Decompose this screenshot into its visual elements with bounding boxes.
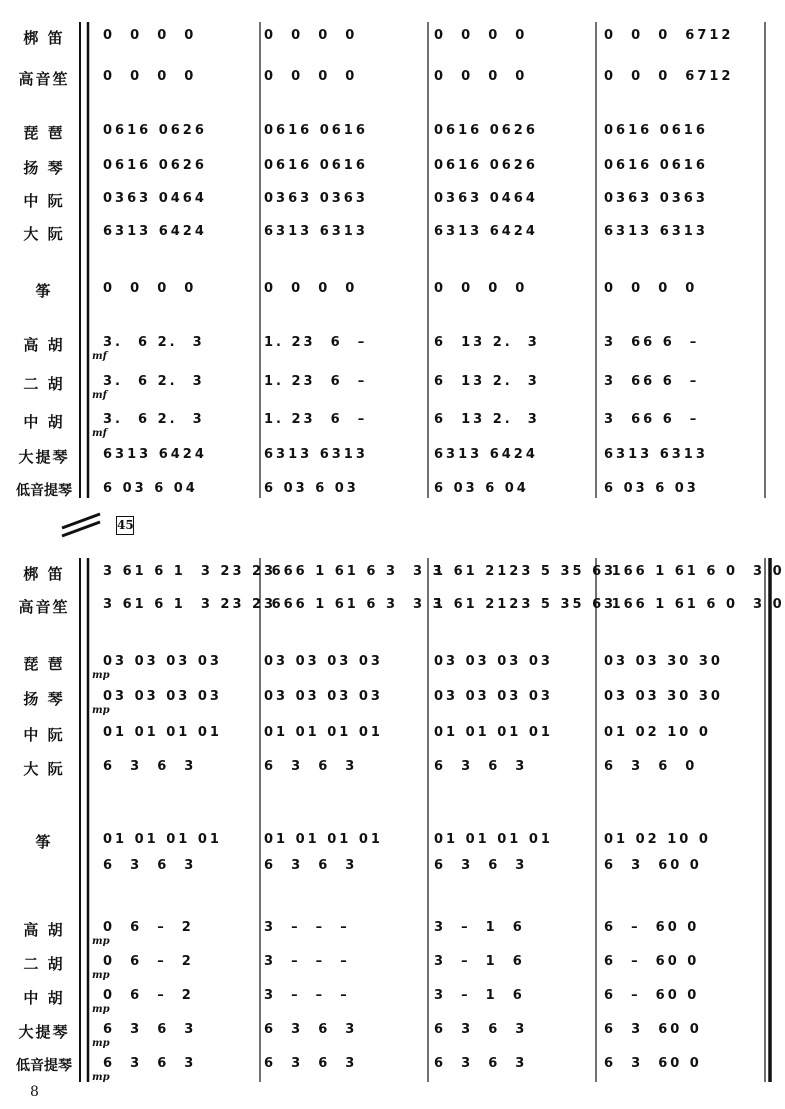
- measure-notes: 3 – – –: [264, 988, 350, 1003]
- dynamic-marking: mp: [92, 1072, 110, 1083]
- instrument-name: 琵 琶: [23, 124, 65, 142]
- measure-notes: 6313 6424: [434, 224, 538, 239]
- measure-notes: 6 3 6 3: [264, 858, 358, 873]
- measure-notes: 0616 0626: [434, 123, 538, 138]
- measure-notes: 01 01 01 01: [103, 725, 222, 740]
- measure-notes: 6 03 6 04: [434, 481, 529, 496]
- measure-notes: 0616 0616: [604, 158, 708, 173]
- instrument-name: 琵 琶: [23, 655, 65, 673]
- measure-notes: 6 3 6 0: [604, 759, 698, 774]
- instrument-name: 低音提琴: [16, 483, 72, 499]
- measure-notes: 0616 0616: [264, 158, 368, 173]
- instrument-name: 梆 笛: [23, 565, 65, 583]
- instrument-name: 低音提琴: [16, 1058, 72, 1074]
- measure-notes: 6 3 6 3: [434, 858, 528, 873]
- measure-notes: 6 13 2. 3: [434, 374, 540, 389]
- instrument-name: 二 胡: [23, 955, 65, 973]
- measure-notes: 01 02 10 0: [604, 725, 711, 740]
- instrument-name: 中 胡: [23, 989, 65, 1007]
- measure-notes: 6 – 60 0: [604, 920, 700, 935]
- measure-notes: 0 0 0 0: [264, 281, 358, 296]
- instrument-name: 二 胡: [23, 375, 65, 393]
- measure-notes: 3 – 1 6: [434, 920, 525, 935]
- instrument-name: 梆 笛: [23, 29, 65, 47]
- instrument-name: 中 阮: [23, 726, 65, 744]
- rehearsal-mark: 45: [116, 516, 134, 535]
- measure-notes: 01 01 01 01: [103, 832, 222, 847]
- measure-notes: 3 – – –: [264, 920, 350, 935]
- measure-notes: 03 03 03 03: [103, 654, 222, 669]
- instrument-name: 高音笙: [18, 70, 70, 88]
- measure-notes: 6 03 6 03: [604, 481, 699, 496]
- measure-notes: 0 6 – 2: [103, 954, 194, 969]
- measure-notes: 6 3 6 3: [103, 759, 197, 774]
- measure-notes: 6313 6424: [103, 224, 207, 239]
- measure-notes: 0363 0363: [264, 191, 368, 206]
- measure-notes: 1 61 2123 5 35 6 1: [434, 564, 624, 579]
- measure-notes: 3 66 6 –: [604, 374, 700, 389]
- measure-notes: 0 0 0 6712: [604, 28, 734, 43]
- instrument-name: 大 阮: [23, 760, 65, 778]
- instrument-name: 筝: [35, 282, 53, 300]
- dynamic-marking: mf: [92, 428, 107, 439]
- measure-notes: 6 03 6 04: [103, 481, 198, 496]
- measure-notes: 3. 6 2. 3: [103, 335, 205, 350]
- measure-notes: 03 03 30 30: [604, 689, 723, 704]
- measure-notes: 0 0 0 0: [434, 69, 528, 84]
- measure-notes: 6 3 6 3: [103, 858, 197, 873]
- measure-notes: 0 6 – 2: [103, 920, 194, 935]
- measure-notes: 01 01 01 01: [434, 832, 553, 847]
- dynamic-marking: mf: [92, 390, 107, 401]
- page-number: 8: [30, 1084, 39, 1100]
- measure-notes: 01 02 10 0: [604, 832, 711, 847]
- system-divider: [62, 514, 100, 528]
- measure-notes: 01 01 01 01: [434, 725, 553, 740]
- measure-notes: 6 13 2. 3: [434, 412, 540, 427]
- measure-notes: 3 – – –: [264, 954, 350, 969]
- measure-notes: 0 0 0 0: [604, 281, 698, 296]
- measure-notes: 0 0 0 0: [264, 69, 358, 84]
- measure-notes: 1 61 2123 5 35 6 1: [434, 597, 624, 612]
- measure-notes: 6 03 6 03: [264, 481, 359, 496]
- measure-notes: 6313 6313: [604, 447, 708, 462]
- instrument-name: 中 胡: [23, 413, 65, 431]
- measure-notes: 6 3 6 3: [264, 759, 358, 774]
- measure-notes: 0616 0616: [264, 123, 368, 138]
- instrument-name: 高 胡: [23, 336, 65, 354]
- measure-notes: 03 03 03 03: [434, 689, 553, 704]
- measure-notes: 3 66 1 61 6 3 3 3: [264, 564, 445, 579]
- measure-notes: 6 3 6 3: [264, 1056, 358, 1071]
- measure-notes: 6313 6313: [264, 224, 368, 239]
- measure-notes: 3 66 1 61 6 0 3 0: [604, 564, 785, 579]
- instrument-name: 大提琴: [18, 448, 70, 466]
- instrument-name: 中 阮: [23, 192, 65, 210]
- dynamic-marking: mp: [92, 970, 110, 981]
- measure-notes: 3. 6 2. 3: [103, 374, 205, 389]
- instrument-name: 大 阮: [23, 225, 65, 243]
- measure-notes: 1. 23 6 –: [264, 412, 368, 427]
- measure-notes: 3 66 6 –: [604, 412, 700, 427]
- measure-notes: 0 0 0 0: [434, 281, 528, 296]
- system-divider: [62, 522, 100, 536]
- measure-notes: 1. 23 6 –: [264, 335, 368, 350]
- instrument-name: 扬 琴: [23, 159, 65, 177]
- measure-notes: 0 0 0 6712: [604, 69, 734, 84]
- measure-notes: 3 66 1 61 6 3 3 3: [264, 597, 445, 612]
- measure-notes: 3 – 1 6: [434, 954, 525, 969]
- measure-notes: 6 3 6 3: [264, 1022, 358, 1037]
- measure-notes: 6313 6424: [103, 447, 207, 462]
- measure-notes: 6 3 6 3: [434, 1056, 528, 1071]
- measure-notes: 6 3 6 3: [434, 759, 528, 774]
- measure-notes: 0 0 0 0: [103, 281, 197, 296]
- measure-notes: 6 13 2. 3: [434, 335, 540, 350]
- instrument-name: 扬 琴: [23, 690, 65, 708]
- measure-notes: 0616 0626: [103, 158, 207, 173]
- measure-notes: 0363 0464: [434, 191, 538, 206]
- measure-notes: 6 – 60 0: [604, 954, 700, 969]
- instrument-name: 高 胡: [23, 921, 65, 939]
- measure-notes: 0616 0626: [103, 123, 207, 138]
- measure-notes: 3 61 6 1 3 23 2 6: [103, 564, 284, 579]
- measure-notes: 0 6 – 2: [103, 988, 194, 1003]
- measure-notes: 0363 0464: [103, 191, 207, 206]
- measure-notes: 6 3 60 0: [604, 1022, 702, 1037]
- instrument-name: 大提琴: [18, 1023, 70, 1041]
- measure-notes: 0616 0616: [604, 123, 708, 138]
- measure-notes: 0 0 0 0: [434, 28, 528, 43]
- measure-notes: 6313 6313: [264, 447, 368, 462]
- measure-notes: 6 – 60 0: [604, 988, 700, 1003]
- dynamic-marking: mp: [92, 936, 110, 947]
- measure-notes: 03 03 03 03: [103, 689, 222, 704]
- measure-notes: 1. 23 6 –: [264, 374, 368, 389]
- measure-notes: 6 3 6 3: [103, 1056, 197, 1071]
- measure-notes: 3. 6 2. 3: [103, 412, 205, 427]
- measure-notes: 03 03 03 03: [264, 689, 383, 704]
- measure-notes: 6313 6313: [604, 224, 708, 239]
- measure-notes: 0616 0626: [434, 158, 538, 173]
- measure-notes: 0 0 0 0: [264, 28, 358, 43]
- measure-notes: 6 3 6 3: [103, 1022, 197, 1037]
- measure-notes: 3 61 6 1 3 23 2 6: [103, 597, 284, 612]
- measure-notes: 6 3 60 0: [604, 1056, 702, 1071]
- measure-notes: 0 0 0 0: [103, 28, 197, 43]
- measure-notes: 0 0 0 0: [103, 69, 197, 84]
- measure-notes: 01 01 01 01: [264, 725, 383, 740]
- measure-notes: 3 66 6 –: [604, 335, 700, 350]
- measure-notes: 03 03 30 30: [604, 654, 723, 669]
- instrument-name: 筝: [35, 833, 53, 851]
- dynamic-marking: mf: [92, 351, 107, 362]
- measure-notes: 6 3 6 3: [434, 1022, 528, 1037]
- dynamic-marking: mp: [92, 1004, 110, 1015]
- measure-notes: 03 03 03 03: [434, 654, 553, 669]
- measure-notes: 6 3 60 0: [604, 858, 702, 873]
- dynamic-marking: mp: [92, 1038, 110, 1049]
- measure-notes: 03 03 03 03: [264, 654, 383, 669]
- measure-notes: 0363 0363: [604, 191, 708, 206]
- measure-notes: 6313 6424: [434, 447, 538, 462]
- measure-notes: 3 66 1 61 6 0 3 0: [604, 597, 785, 612]
- measure-notes: 01 01 01 01: [264, 832, 383, 847]
- measure-notes: 3 – 1 6: [434, 988, 525, 1003]
- instrument-name: 高音笙: [18, 598, 70, 616]
- dynamic-marking: mp: [92, 705, 110, 716]
- dynamic-marking: mp: [92, 670, 110, 681]
